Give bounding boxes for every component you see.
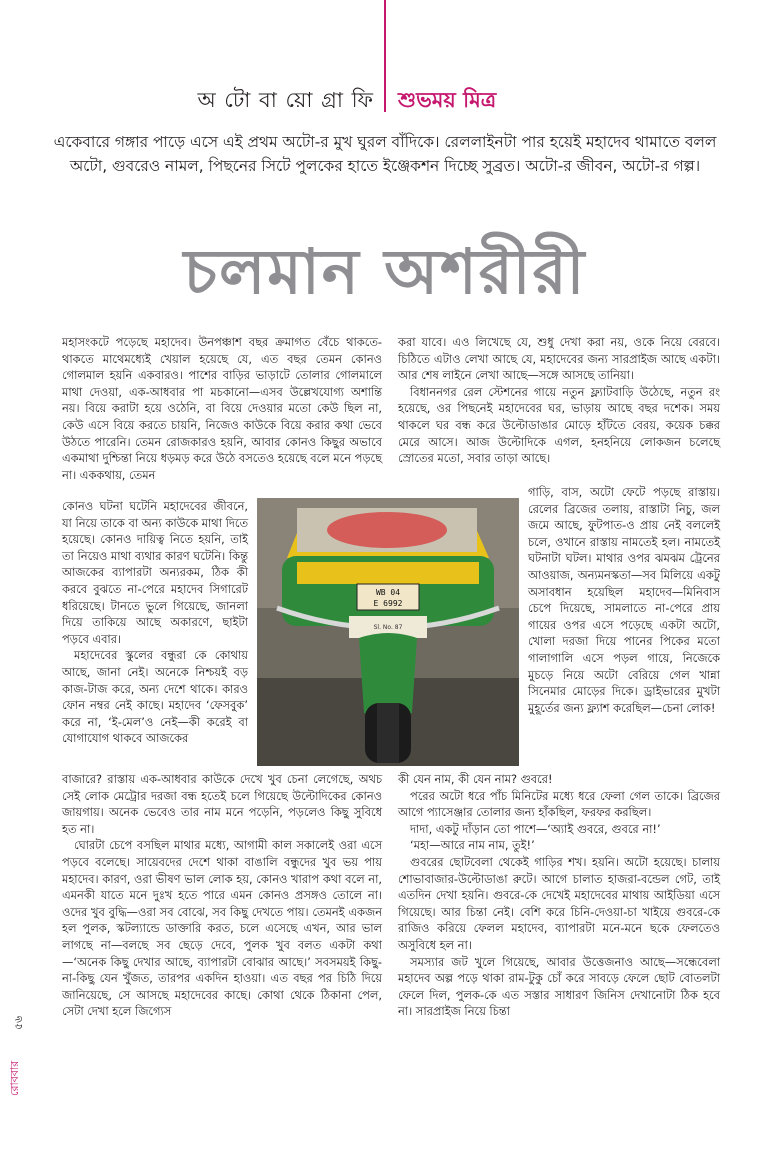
paragraph: বিধাননগর রেল স্টেশনের গায়ে নতুন ফ্ল্যাটবাড়ি উঠেছে, নতুন রং হয়েছে, ওর পিছনেই মহাদেবের ঘর, ভাড়ায় আছে বছর দশেক। সময় থাকলে ঘর বন্ধ করে উল্টোডাঙার মোড়ে হাঁটতে বেরয়, কয়েক চক্কর মেরে আসে। আজ উল্টোদিকে এগল, হনহনিয়ে লোকজন চলেছে স্রোতের মতো, সবার তাড়া আছে।	[398, 384, 720, 466]
paragraph: পরের অটো ধরে পাঁচ মিনিটের মধ্যে ধরে ফেলা গেল তাকে। ব্রিজের আগে প্যাসেঞ্জার তোলার জন্য হাঁকছিল, ফরফর করছিল।	[398, 788, 720, 820]
paragraph: ‘মহা—আরে নাম নাম, তুই!’	[410, 838, 535, 853]
page-number: ৫৬	[12, 1015, 25, 1030]
paragraph: ঘোরটা চেপে বসছিল মাথার মধ্যে, আগামী কাল সকালেই ওরা এসে পড়বে বলেছে। সায়েবদের দেশে থাকা বাঙালি বন্ধুদের খুব ভয় পায় মহাদেব। কারণ, ওরা ভীষণ ভাল লোক হয়, কোনও খারাপ কথা বলে না, এমনকী যাতে মনে দুঃখ হতে পারে এমন কোনও প্রসঙ্গও তোলে না। ওদের খুব বুদ্ধি—ওরা সব বোঝে, সব কিছু দেখতে পায়। তেমনই একজন হল পুলক, স্কটল্যান্ডে ডাক্তারি করত, চলে এসেছে এখন, আর ভাল লাগছে না—বলছে সব ছেড়ে দেবে, পুলক খুব বলত একটা কথা—‘অনেক কিছু দেখার আছে, ব্যাপারটা বোঝার আছে।’ সবসময়ই কিছু-না-কিছু যেন খুঁজত, তারপর একদিন হাওয়া। এত বছর পর চিঠি দিয়ে জানিয়েছে, সে আসছে মহাদেবের কাছে। কোথা থেকে ঠিকানা পেল, সেটা দেখা হলে জিগ্যেস	[62, 838, 382, 1019]
paragraph: মহাসংকটে পড়েছে মহাদেব। উনপঞ্চাশ বছর ক্রমাগত বেঁচে থাকতে-থাকতে মাথেমধ্যেই খেয়াল হয়েছে যে, এত বছর তেমন কোনও গোলমাল হয়নি একবারও। পাশের বাড়ির ভাড়াটে তোলার গোলমালে মাথা দেওয়া, এক-আধবার পা মচকানো—এসব উল্লেখযোগ্য অশান্তি নয়। বিয়ে করাটা হয়ে ওঠেনি, বা বিয়ে দেওয়ার মতো কেউ ছিল না, কেউ এসে বিয়ে করতে চায়নি, নিজেও কাউকে বিয়ে করার কথা ভেবে উঠতে পারেনি। তেমন রোজকারও হয়নি, আবার কোনও কিছুর অভাবে একমাথা দুশ্চিন্তা নিয়ে ধড়মড় করে উঠে বসতেও হয়েছে বলে মনে পড়ছে না। এককথায়, তেমন	[62, 335, 382, 482]
paragraph: সমস্যার জট খুলে গিয়েছে, আবার উত্তেজনাও আছে—সন্ধেবেলা মহাদেব অল্প পড়ে থাকা রাম-টুকু চোঁ করে সাবড়ে ফেলে ছোট বোতলটা ফেলে দিল, পুলক-কে এত সস্তার সাধারণ জিনিস দেখানোটা ঠিক হবে না। সারপ্রাইজ নিয়ে চিন্তা	[398, 954, 720, 1019]
plate-line-2: E 6992	[373, 599, 403, 608]
left-column-bottom	[62, 771, 382, 1020]
left-column-top	[62, 334, 382, 483]
paragraph: গুবরের ছোটবেলা থেকেই গাড়ির শখ। হয়নি। অটো হয়েছে। চালায় শোভাবাজার-উল্টোডাঙা রুটে। আগে চালাত হাজরা-বন্ডেল গেট, তাই এতদিন দেখা হয়নি। গুবরে-কে দেখেই মহাদেবের মাথায় আইডিয়া এসে গিয়েছে। আর চিন্তা নেই। বেশি করে চিনি-দেওয়া-চা খাইয়ে গুবরে-কে রাজিও করিয়ে ফেলল মহাদেব, ব্যাপারটা মনে-মনে ছকে ফেলতেও অসুবিধে হল না।	[398, 854, 720, 952]
right-column-bottom	[398, 771, 720, 1020]
paragraph: দাদা, একটু দাঁড়ান তো পাশে—‘অ্যাই গুবরে, গুবরে না!’	[410, 821, 661, 836]
series-title: অ টো বা য়ো গ্রা ফি	[197, 88, 374, 112]
headline: চলমান অশরীরী	[183, 235, 587, 308]
plate-line-1: WB 04	[375, 588, 401, 597]
header-divider	[384, 0, 386, 112]
paragraph: কী যেন নাম, কী যেন নাম? গুবরে!	[398, 772, 553, 786]
left-column-narrow	[62, 498, 248, 747]
paragraph: বাজারে? রাস্তায় এক-আধবার কাউকে দেখে খুব চেনা লেগেছে, অথচ সেই লোক মেট্রোর দরজা বন্ধ হতেই চলে গিয়েছে উল্টোদিকের কোনও জায়গায়। অনেক ভেবেও তার নাম মনে পড়েনি, পড়লেও কিছু সুবিধে হত না।	[62, 772, 382, 836]
magazine-name: রোববার	[8, 1060, 21, 1096]
paragraph: মহাদেবের স্কুলের বন্ধুরা কে কোথায় আছে, জানা নেই। অনেকে নিশ্চয়ই বড় কাজ-টাজ করে, অন্য দেশে থাকে। কারও ফোন নম্বর নেই কাছে। মহাদেব ‘ফেসবুক’ করে না, ‘ই-মেল’ও নেই—কী করেই বা যোগাযোগ থাকবে আজকের	[62, 648, 248, 746]
right-column-narrow	[528, 484, 720, 716]
paragraph: কোনও ঘটনা ঘটেনি মহাদেবের জীবনে, যা নিয়ে তাকে বা অন্য কাউকে মাথা দিতে হয়েছে। কোনও দায়িত্ব নিতে হয়নি, তাই তা নিয়েও মাথা ব্যথার কারণ ঘটেনি। কিন্তু আজকের ব্যাপারটা অন্যরকম, ঠিক কী করবে বুঝতে না-পেরে মহাদেব সিগারেট ধরিয়েছে। টানতে ভুলে গিয়েছে, জানলা দিয়ে তাকিয়ে আছে অকারণে, ছাইটা পড়বে এবার।	[62, 499, 248, 646]
auto-rickshaw-illustration	[257, 498, 519, 766]
author-name: শুভময় মিত্র	[398, 88, 497, 112]
sign-text: Sl. No. 87	[373, 624, 403, 631]
auto-rickshaw-photo	[257, 498, 519, 766]
paragraph: গাড়ি, বাস, অটো ফেটে পড়ছে রাস্তায়। রেলের ব্রিজের তলায়, রাস্তাটা নিচু, জল জমে আছে, ফুটপাত-ও প্রায় নেই বললেই চলে, ওখানে রাস্তায় নামতেই হল। নামতেই ঘটনাটা ঘটল। মাথার ওপর ঝমঝম ট্রেনের আওয়াজ, অন্যমনস্কতা—সব মিলিয়ে একটু অসাবধান হয়েছিল মহাদেব—মিনিবাস চেপে দিয়েছে, সামলাতে না-পেরে প্রায় গায়ের ওপর এসে পড়েছে একটা অটো, খোলা দরজা দিয়ে পানের পিকের মতো গালাগালি এসে পড়ল গায়ে, নিজেকে মুচড়ে নিয়ে অটো বেরিয়ে গেল খান্না সিনেমার মোড়ের দিকে। ড্রাইভারের মুখটা মুহূর্তের জন্য ফ্ল্যাশ করেছিল—চেনা লোক!	[528, 485, 720, 715]
right-column-top	[398, 334, 720, 467]
paragraph: করা যাবে। এও লিখেছে যে, শুধু দেখা করা নয়, ওকে নিয়ে বেরবে। চিঠিতে এটাও লেখা আছে যে, মহাদেবের জন্য সারপ্রাইজ আছে একটা। আর শেষ লাইনে লেখা আছে—সঙ্গে আসছে তানিয়া।	[398, 335, 720, 383]
intro-paragraph: একেবারে গঙ্গার পাড়ে এসে এই প্রথম অটো-র মুখ ঘুরল বাঁদিকে। রেললাইনটা পার হয়েই মহাদেব থামাতে বলল অটো, গুবরেও নামল, পিছনের সিটে পুলকের হাতে ইঞ্জেকশন দিচ্ছে সুব্রত। অটো-র জীবন, অটো-র গল্প।	[53, 133, 717, 175]
